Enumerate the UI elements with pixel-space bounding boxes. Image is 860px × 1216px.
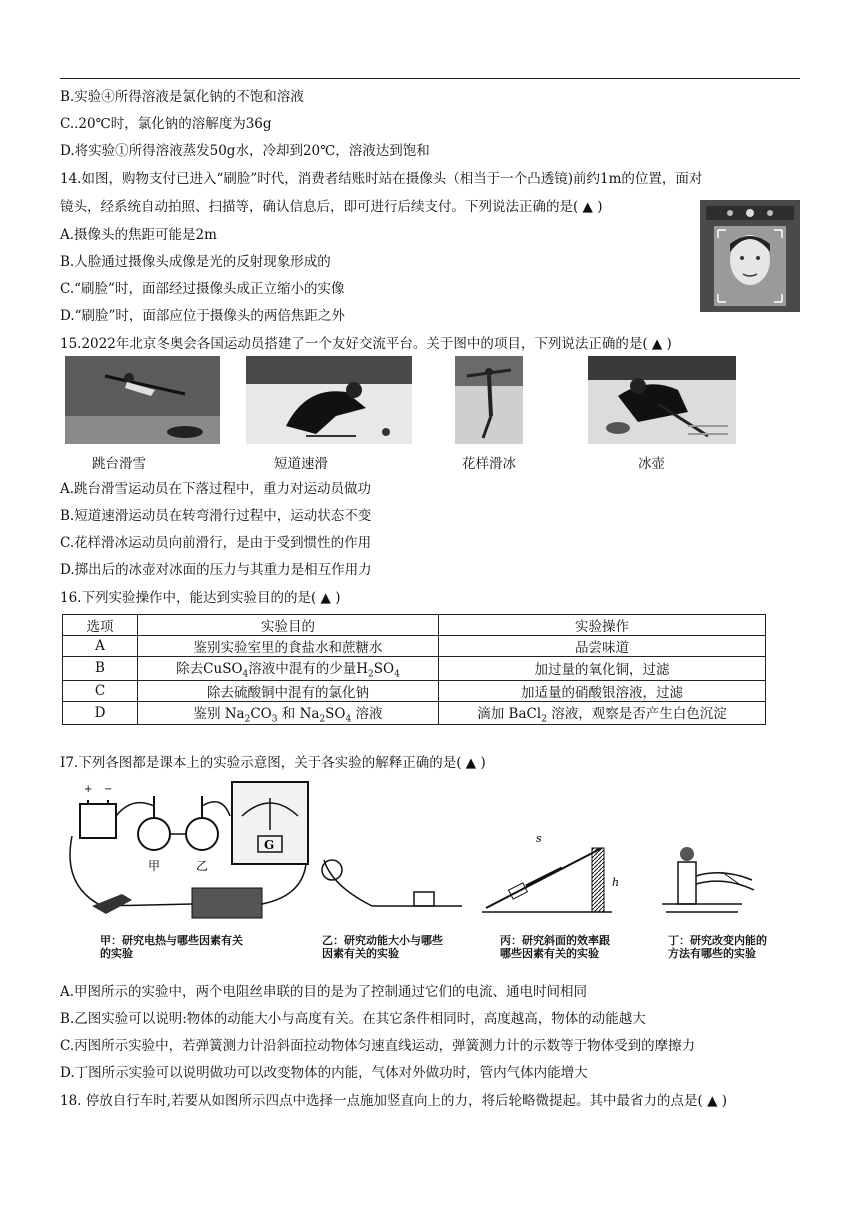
q15-option-a: A.跳台滑雪运动员在下落过程中，重力对运动员做功: [60, 481, 372, 497]
subscript: 4: [242, 669, 249, 680]
row-option: D: [63, 701, 138, 725]
caption-bing: 丙：研究斜面的效率跟哪些因素有关的实验: [500, 934, 610, 960]
row-goal: 除去硫酸铜中混有的氯化钠: [138, 680, 439, 701]
q14-stem-2: 镜头，经系统自动拍照、扫描等，确认信息后，即可进行后续支付。下列说法正确的是( ▲ ): [60, 199, 603, 215]
subscript: 2: [244, 714, 251, 725]
q17-option-c: C.丙图所示实验中，若弹簧测力计沿斜面拉动物体匀速直线运动，弹簧测力计的示数等于物体受到的摩擦力: [60, 1038, 696, 1054]
goal-text: 溶液: [351, 705, 383, 722]
row-option: A: [63, 636, 138, 657]
table-row: [63, 657, 766, 681]
q17-option-b: B.乙图实验可以说明:物体的动能大小与高度有关。在其它条件相同时，高度越高，物体的动能越大: [60, 1011, 646, 1027]
q16-stem: 16.下列实验操作中，能达到实验目的的是( ▲ ): [60, 590, 341, 606]
subscript: 3: [271, 714, 278, 725]
table-row: [63, 680, 766, 701]
row-option: C: [63, 680, 138, 701]
caption-yi: 乙：研究动能大小与哪些因素有关的实验: [322, 934, 443, 960]
table-header-row: [63, 615, 766, 636]
op-text: 滴加 BaCl: [477, 705, 542, 722]
galvanometer-label: G: [264, 838, 275, 852]
subscript: 4: [394, 669, 400, 680]
caption-ski-jump: 跳台滑雪: [92, 456, 146, 472]
table-row: [63, 701, 766, 725]
q15-option-b: B.短道速滑运动员在转弯滑行过程中，运动状态不变: [60, 508, 372, 524]
goal-text: 和 Na: [277, 705, 320, 722]
goal-text: SO: [373, 661, 395, 677]
height-label: h: [612, 876, 620, 889]
header-option: 选项: [63, 615, 138, 636]
header-goal: 实验目的: [138, 615, 439, 636]
header-operation: 实验操作: [439, 615, 766, 636]
q14-option-a: A.摄像头的焦距可能是2m: [60, 227, 217, 243]
face-scanner-image: [700, 200, 800, 312]
caption-curling: 冰壶: [638, 456, 665, 472]
row-goal: [138, 701, 439, 725]
table-row: [63, 636, 766, 657]
subscript: 2: [319, 714, 326, 725]
q15-option-c: C.花样滑冰运动员向前滑行，是由于受到惯性的作用: [60, 535, 372, 551]
subscript: 2: [368, 669, 374, 680]
q17-option-d: D.丁图所示实验可以说明做功可以改变物体的内能，气体对外做功时，管内气体内能增大: [60, 1065, 588, 1081]
row-goal: 鉴别实验室里的食盐水和蔗糖水: [138, 636, 439, 657]
row-operation: 品尝味道: [439, 636, 766, 657]
q17-option-a: A.甲图所示的实验中，两个电阻丝串联的目的是为了控制通过它们的电流、通电时间相同: [60, 984, 588, 1000]
row-operation: 加过量的氧化铜，过滤: [439, 657, 766, 681]
goal-text: 除去CuSO: [176, 661, 243, 677]
goal-text: CO: [250, 705, 272, 722]
length-label: s: [536, 832, 542, 845]
q14-option-d: D.“刷脸”时，面部应位于摄像头的两倍焦距之外: [60, 308, 345, 324]
caption-short-track: 短道速滑: [274, 456, 328, 472]
figure-skating-image: [455, 356, 523, 444]
experiment-table: [62, 614, 766, 725]
row-operation: 加适量的硝酸银溶液，过滤: [439, 680, 766, 701]
row-option: B: [63, 657, 138, 681]
option-b-line: B.实验④所得溶液是氯化钠的不饱和溶液: [60, 89, 304, 105]
subscript: 4: [345, 714, 352, 725]
q14-option-b: B.人脸通过摄像头成像是光的反射现象形成的: [60, 254, 331, 270]
label-jia: 甲: [148, 859, 161, 873]
caption-jia: 甲：研究电热与哪些因素有关的实验: [100, 934, 243, 960]
label-yi: 乙: [196, 859, 209, 873]
q14-stem-1: 14.如图，购物支付已进入“刷脸”时代，消费者结账时站在摄像头（相当于一个凸透镜)前约1m的位置，面对: [60, 171, 703, 187]
short-track-image: [246, 356, 412, 444]
op-text: 溶液，观察是否产生白色沉淀: [546, 705, 727, 722]
subscript: 2: [541, 714, 547, 725]
q18-stem: 18. 停放自行车时,若要从如图所示四点中选择一点施加竖直向上的力，将后轮略微提起。其中最省力的点是( ▲ ): [60, 1093, 728, 1109]
q15-stem: 15.2022年北京冬奥会各国运动员搭建了一个友好交流平台。关于图中的项目，下列说法正确的是( ▲ ): [60, 336, 672, 352]
goal-text: 溶液中混有的少量H: [248, 661, 369, 677]
svg-text:+: +: [84, 784, 93, 795]
svg-text:−: −: [104, 784, 113, 795]
goal-text: 鉴别 Na: [193, 705, 245, 722]
option-d-line: D.将实验①所得溶液蒸发50g水，冷却到20℃，溶液达到饱和: [60, 143, 430, 159]
ski-jump-image: [65, 356, 220, 444]
q17-stem: I7.下列各图都是课本上的实验示意图，关于各实验的解释正确的是( ▲ ): [60, 755, 486, 771]
row-operation: [439, 701, 766, 725]
option-c-line: C..20℃时，氯化钠的溶解度为36g: [60, 116, 272, 132]
goal-text: SO: [325, 705, 346, 722]
caption-ding: 丁：研究改变内能的方法有哪些的实验: [668, 934, 767, 960]
q14-option-c: C.“刷脸”时，面部经过摄像头成正立缩小的实像: [60, 281, 345, 297]
q15-option-d: D.掷出后的冰壶对冰面的压力与其重力是相互作用力: [60, 562, 372, 578]
curling-image: [588, 356, 736, 444]
row-goal: [138, 657, 439, 681]
caption-figure-skating: 花样滑冰: [462, 456, 516, 472]
top-rule: [60, 78, 800, 79]
experiment-diagrams: [62, 776, 782, 926]
